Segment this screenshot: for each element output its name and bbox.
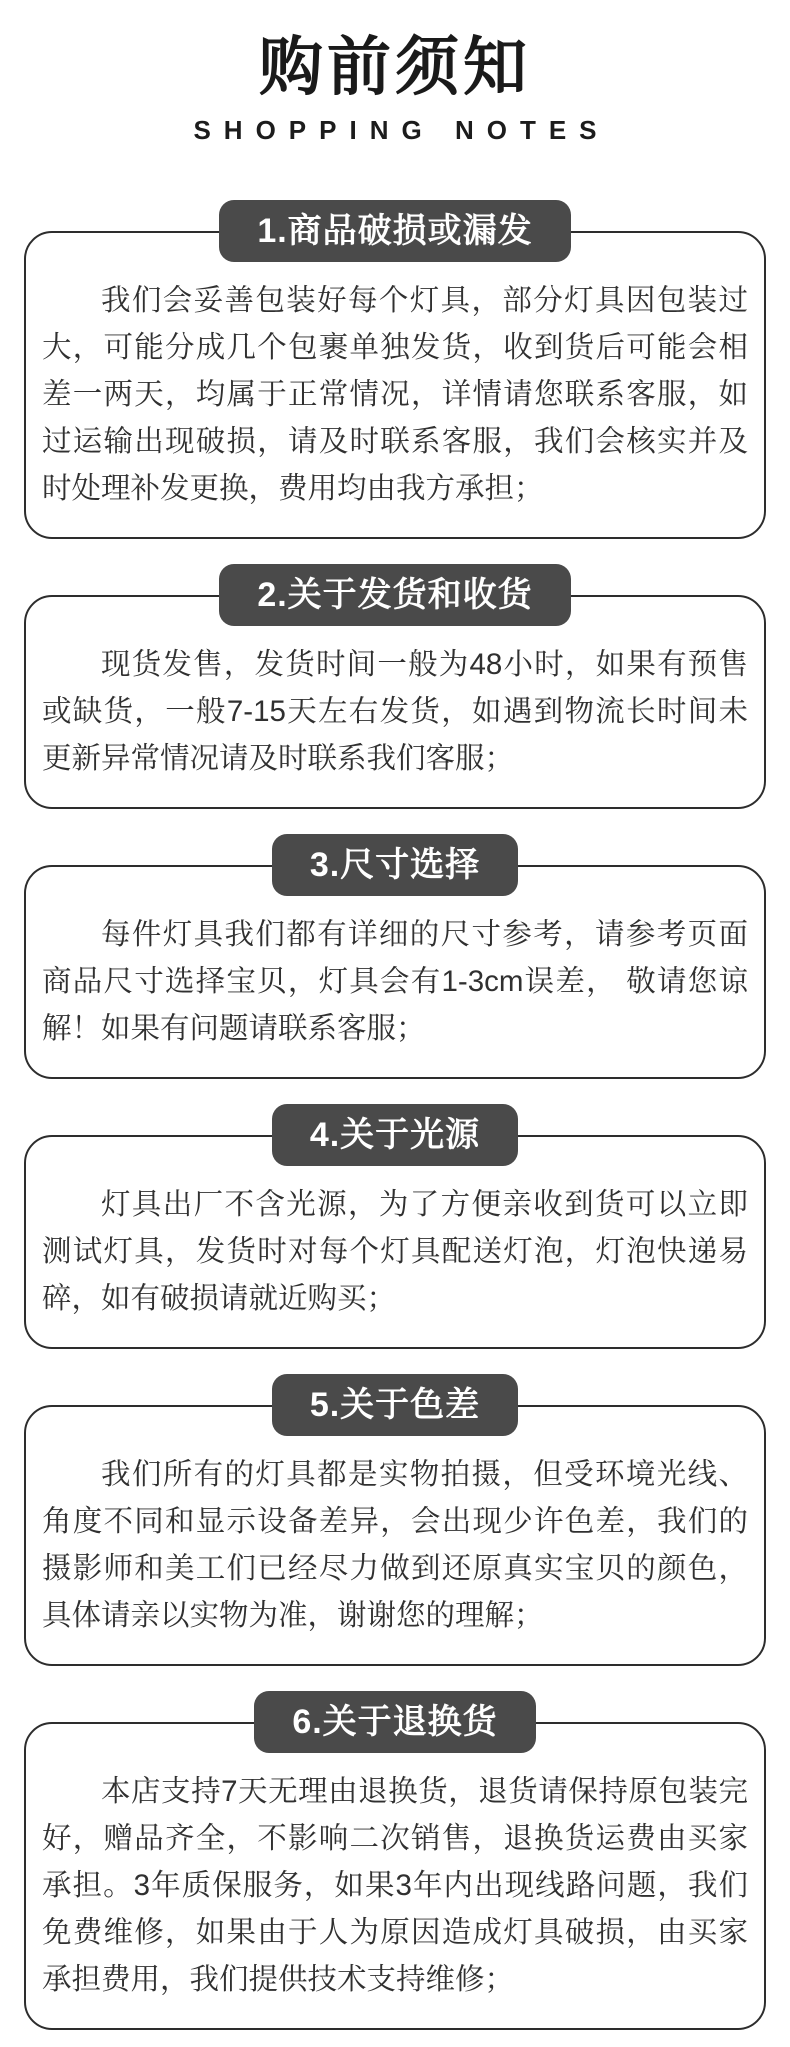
section-light-source-body: 灯具出厂不含光源，为了方便亲收到货可以立即测试灯具，发货时对每个灯具配送灯泡，灯泡快递易碎，如有破损请就近购买； bbox=[42, 1188, 748, 1315]
section-color-difference bbox=[24, 1374, 766, 1666]
section-size-selection-tab: 3.尺寸选择 bbox=[272, 834, 518, 896]
section-returns-exchanges-tab: 6.关于退换货 bbox=[254, 1691, 535, 1753]
section-damage-or-missing bbox=[24, 200, 766, 539]
section-returns-exchanges-body: 本店支持7天无理由退换货，退货请保持原包装完好，赠品齐全，不影响二次销售，退换货运费由买家承担。3年质保服务，如果3年内出现线路问题，我们免费维修，如果由于人为原因造成灯具破损，由买家承担费用，我们提供技术支持维修； bbox=[42, 1775, 748, 1996]
section-damage-or-missing-body: 我们会妥善包装好每个灯具，部分灯具因包装过大，可能分成几个包裹单独发货，收到货后可能会相差一两天，均属于正常情况，详情请您联系客服，如过运输出现破损，请及时联系客服，我们会核实并及时处理补发更换，费用均由我方承担； bbox=[42, 284, 748, 505]
section-returns-exchanges-box bbox=[24, 1722, 766, 2030]
page-subtitle: SHOPPING NOTES bbox=[193, 115, 610, 145]
section-color-difference-box bbox=[24, 1405, 766, 1666]
page-title: 购前须知 bbox=[259, 31, 531, 103]
notes-section-list bbox=[0, 200, 790, 2030]
page-header bbox=[0, 0, 790, 144]
section-size-selection bbox=[24, 834, 766, 1079]
section-light-source bbox=[24, 1104, 766, 1349]
section-shipping-receiving-body: 现货发售，发货时间一般为48小时，如果有预售或缺货，一般7-15天左右发货，如遇到物流长时间未更新异常情况请及时联系我们客服； bbox=[42, 648, 748, 775]
section-shipping-receiving bbox=[24, 564, 766, 809]
section-color-difference-body: 我们所有的灯具都是实物拍摄，但受环境光线、角度不同和显示设备差异，会出现少许色差，我们的摄影师和美工们已经尽力做到还原真实宝贝的颜色，具体请亲以实物为准，谢谢您的理解； bbox=[42, 1458, 748, 1632]
section-size-selection-body: 每件灯具我们都有详细的尺寸参考，请参考页面商品尺寸选择宝贝，灯具会有1-3cm误差， 敬请您谅解！如果有问题请联系客服； bbox=[42, 918, 748, 1045]
section-shipping-receiving-tab: 2.关于发货和收货 bbox=[219, 564, 570, 626]
section-light-source-box bbox=[24, 1135, 766, 1349]
section-damage-or-missing-tab: 1.商品破损或漏发 bbox=[219, 200, 570, 262]
section-damage-or-missing-box bbox=[24, 231, 766, 539]
section-light-source-tab: 4.关于光源 bbox=[272, 1104, 518, 1166]
section-color-difference-tab: 5.关于色差 bbox=[272, 1374, 518, 1436]
section-shipping-receiving-box bbox=[24, 595, 766, 809]
section-returns-exchanges bbox=[24, 1691, 766, 2030]
section-size-selection-box bbox=[24, 865, 766, 1079]
